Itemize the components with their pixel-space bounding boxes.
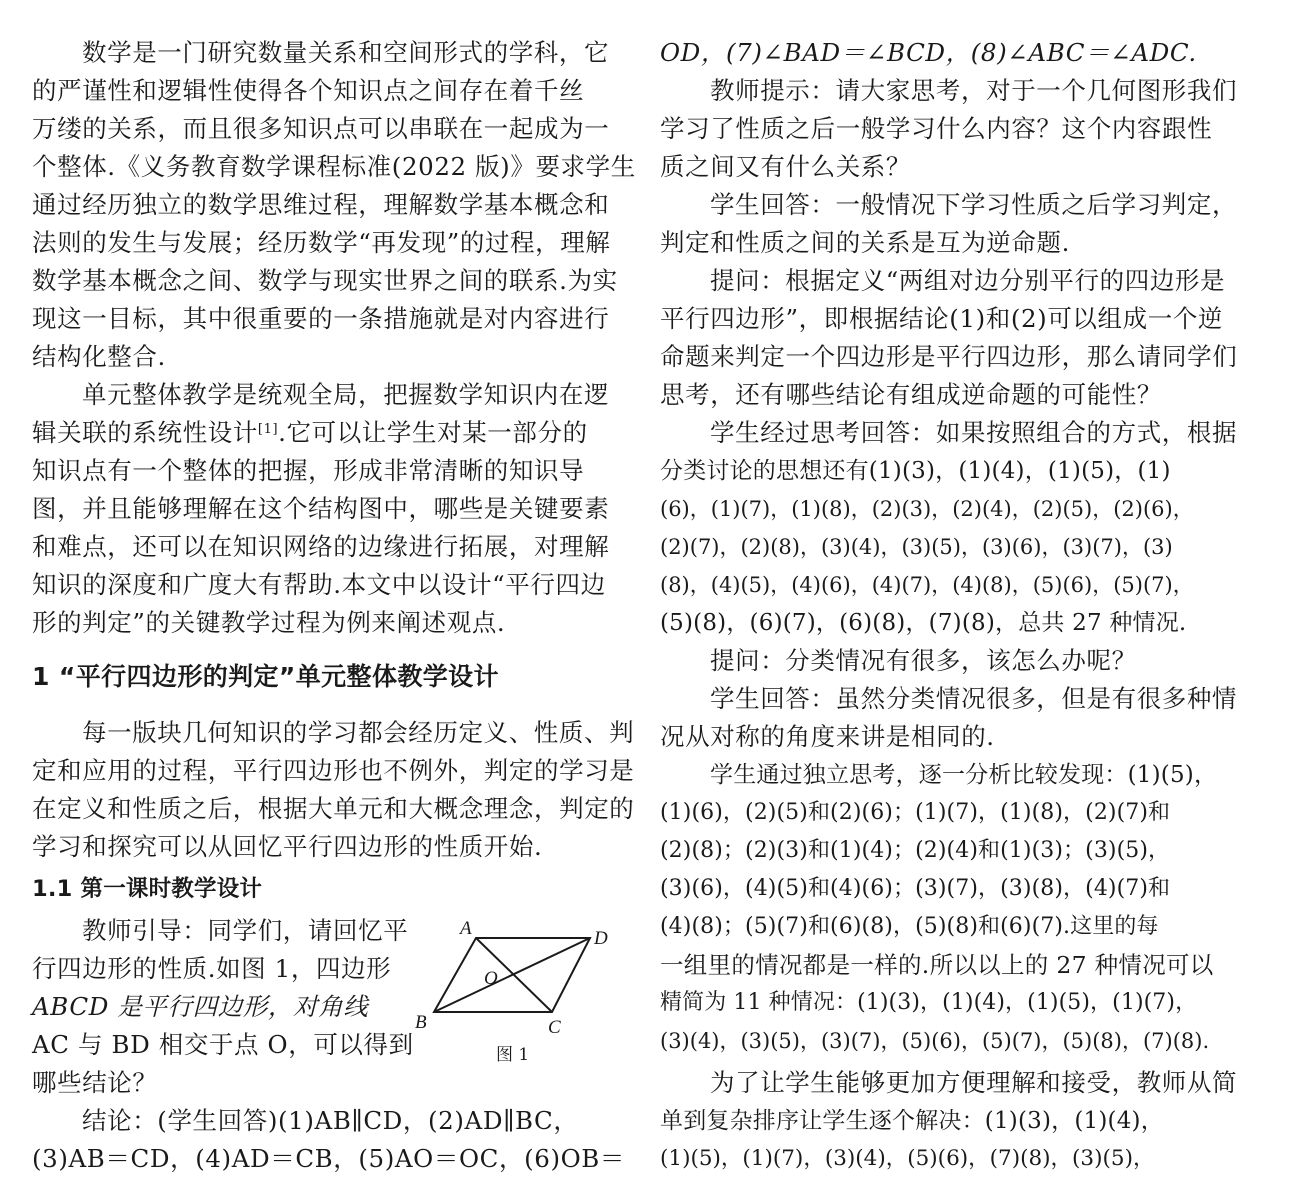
paragraph-line: (4)(8)；(5)(7)和(6)(8)，(5)(8)和(6)(7).这里的每 <box>660 914 1159 939</box>
paragraph-line: 结论：(学生回答)(1)AB∥CD，(2)AD∥BC， <box>82 1106 579 1135</box>
vertex-label-o: O <box>484 968 498 989</box>
figure-caption: 图 1 <box>496 1045 530 1065</box>
paragraph-line: 提问：根据定义“两组对边分别平行的四边形是 <box>710 266 1226 295</box>
vertex-label-d: D <box>594 928 608 949</box>
paragraph-line: (8)，(4)(5)，(4)(6)，(4)(7)，(4)(8)，(5)(6)，(5)(7)， <box>660 573 1194 597</box>
text-span: 辑关联的系统性设计 <box>32 418 258 447</box>
paragraph-line: OD，(7)∠BAD＝∠BCD，(8)∠ABC＝∠ADC. <box>660 38 1197 67</box>
paragraph-line: 教师提示：请大家思考，对于一个几何图形我们 <box>710 76 1238 105</box>
paragraph-line: (3)AB＝CD，(4)AD＝CB，(5)AO＝OC，(6)OB＝ <box>32 1144 625 1173</box>
paragraph-line: AC 与 BD 相交于点 O，可以得到 <box>32 1030 414 1059</box>
paragraph-line: 知识点有一个整体的把握，形成非常清晰的知识导 <box>32 456 585 485</box>
paragraph-line: 形的判定”的关键教学过程为例来阐述观点. <box>32 608 506 637</box>
paragraph-line: (3)(6)，(4)(5)和(4)(6)；(3)(7)，(3)(8)，(4)(7)和 <box>660 876 1171 901</box>
paragraph-line: 和难点，还可以在知识网络的边缘进行拓展，对理解 <box>32 532 610 561</box>
subsection-heading: 1.1 第一课时教学设计 <box>32 876 263 902</box>
paragraph-line: 教师引导：同学们，请回忆平 <box>82 916 409 945</box>
paragraph-line: 判定和性质之间的关系是互为逆命题. <box>660 228 1070 257</box>
paragraph-line: (2)(7)，(2)(8)，(3)(4)，(3)(5)，(3)(6)，(3)(7)，(3) <box>660 535 1173 559</box>
paragraph-line: 的严谨性和逻辑性使得各个知识点之间存在着千丝 <box>32 76 585 105</box>
paragraph-line: 况从对称的角度来讲是相同的. <box>660 722 995 751</box>
paragraph-line: 一组里的情况都是一样的.所以以上的 27 种情况可以 <box>660 951 1214 979</box>
vertex-label-c: C <box>548 1017 561 1038</box>
text-span: .它可以让学生对某一部分的 <box>278 418 588 447</box>
vertex-label-b: B <box>415 1012 427 1033</box>
figure-lines <box>434 938 590 1012</box>
paragraph-line: 在定义和性质之后，根据大单元和大概念理念，判定的 <box>32 794 635 823</box>
paragraph-line: (2)(8)；(2)(3)和(1)(4)；(2)(4)和(1)(3)；(3)(5)， <box>660 838 1171 863</box>
paragraph-line: 学生经过思考回答：如果按照组合的方式，根据 <box>710 418 1238 447</box>
paragraph-line: (5)(8)，(6)(7)，(6)(8)，(7)(8)，总共 27 种情况. <box>660 610 1187 636</box>
parallelogram-figure <box>412 912 622 1072</box>
paragraph-line: 万缕的关系，而且很多知识点可以串联在一起成为一 <box>32 114 610 143</box>
paragraph-line: 行四边形的性质.如图 1，四边形 <box>32 954 392 983</box>
paragraph-line: 质之间又有什么关系？ <box>660 152 911 181</box>
paragraph-line: 每一版块几何知识的学习都会经历定义、性质、判 <box>82 718 635 747</box>
paragraph-line: 分类讨论的思想还有(1)(3)，(1)(4)，(1)(5)，(1) <box>660 458 1171 484</box>
section-heading: 1 “平行四边形的判定”单元整体教学设计 <box>32 662 499 691</box>
paragraph-line: 学生回答：虽然分类情况很多，但是有很多种情 <box>710 684 1238 713</box>
paragraph-line: (1)(6)，(2)(5)和(2)(6)；(1)(7)，(1)(8)，(2)(7)和 <box>660 800 1171 825</box>
paragraph-line: 单元整体教学是统观全局，把握数学知识内在逻 <box>82 380 610 409</box>
paragraph-line: 数学基本概念之间、数学与现实世界之间的联系.为实 <box>32 266 618 295</box>
paragraph-line: 学生回答：一般情况下学习性质之后学习判定， <box>710 190 1238 219</box>
paragraph-line: 定和应用的过程，平行四边形也不例外，判定的学习是 <box>32 756 635 785</box>
paragraph-line: 平行四边形”，即根据结论(1)和(2)可以组成一个逆 <box>660 304 1224 333</box>
paragraph-line: (1)(5)，(1)(7)，(3)(4)，(5)(6)，(7)(8)，(3)(5)， <box>660 1146 1155 1171</box>
paragraph-line: 个整体.《义务教育数学课程标准(2022 版)》要求学生 <box>32 152 636 181</box>
citation-ref[interactable]: [1] <box>257 422 279 437</box>
paragraph-line: 精简为 11 种情况：(1)(3)，(1)(4)，(1)(5)，(1)(7)， <box>660 990 1198 1015</box>
paragraph-line: 知识的深度和广度大有帮助.本文中以设计“平行四边 <box>32 570 606 599</box>
paragraph-line: 现这一目标，其中很重要的一条措施就是对内容进行 <box>32 304 610 333</box>
vertex-label-a: A <box>460 918 472 939</box>
paragraph-line: ABCD 是平行四边形，对角线 <box>32 992 369 1021</box>
paragraph-line: 思考，还有哪些结论有组成逆命题的可能性？ <box>660 380 1162 409</box>
paragraph-line: 通过经历独立的数学思维过程，理解数学基本概念和 <box>32 190 610 219</box>
paragraph-line: 学生通过独立思考，逐一分析比较发现：(1)(5)， <box>710 762 1218 788</box>
paragraph-line: 结构化整合. <box>32 342 166 371</box>
diagonal-bd <box>434 938 590 1012</box>
paragraph-line: 为了让学生能够更加方便理解和接受，教师从简 <box>710 1068 1238 1097</box>
paragraph-line: 学习了性质之后一般学习什么内容？这个内容跟性 <box>660 114 1213 143</box>
paragraph-line: (6)，(1)(7)，(1)(8)，(2)(3)，(2)(4)，(2)(5)，(2)(6)， <box>660 497 1194 521</box>
paragraph-line: 学习和探究可以从回忆平行四边形的性质开始. <box>32 832 543 861</box>
paragraph-line: 命题来判定一个四边形是平行四边形，那么请同学们 <box>660 342 1238 371</box>
paragraph-line: (3)(4)，(3)(5)，(3)(7)，(5)(6)，(5)(7)，(5)(8)，(7)(8). <box>660 1029 1210 1053</box>
paragraph-line: 提问：分类情况有很多，该怎么办呢？ <box>710 646 1137 675</box>
paragraph-line: 法则的发生与发展；经历数学“再发现”的过程，理解 <box>32 228 611 257</box>
paragraph-line: 单到复杂排序让学生逐个解决：(1)(3)，(1)(4)， <box>660 1108 1164 1134</box>
paragraph-line: 哪些结论？ <box>32 1068 158 1097</box>
paragraph-line <box>32 414 588 452</box>
paragraph-line: 数学是一门研究数量关系和空间形式的学科，它 <box>82 38 610 67</box>
paragraph-line: 图，并且能够理解在这个结构图中，哪些是关键要素 <box>32 494 610 523</box>
